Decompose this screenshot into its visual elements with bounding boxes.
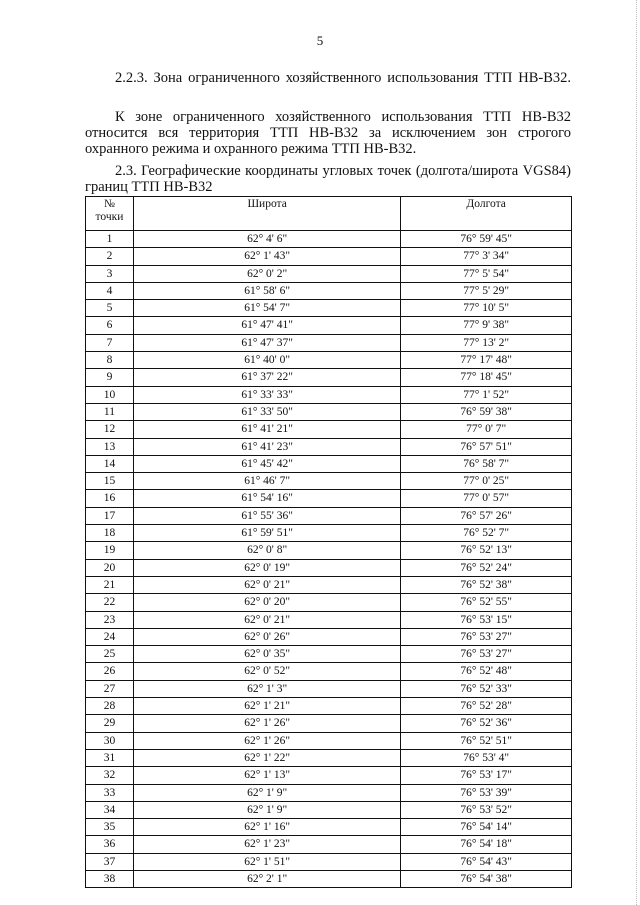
longitude-cell: 76° 53' 27" [401, 646, 572, 663]
latitude-cell: 62° 0' 20" [133, 594, 400, 611]
latitude-cell: 62° 0' 8" [133, 542, 400, 559]
table-row [86, 819, 572, 836]
point-number-cell: 32 [86, 767, 134, 784]
longitude-cell: 77° 0' 25" [401, 473, 572, 490]
longitude-cell: 76° 53' 27" [401, 628, 572, 645]
latitude-cell: 62° 1' 9" [133, 801, 400, 818]
longitude-cell: 77° 3' 34" [401, 248, 572, 265]
longitude-cell: 76° 59' 45" [401, 231, 572, 248]
table-row [86, 403, 572, 420]
point-number-cell: 9 [86, 369, 134, 386]
point-number-cell: 1 [86, 231, 134, 248]
table-row [86, 870, 572, 887]
latitude-cell: 62° 1' 43" [133, 248, 400, 265]
latitude-cell: 61° 54' 7" [133, 300, 400, 317]
longitude-cell: 77° 10' 5" [401, 300, 572, 317]
table-row [86, 386, 572, 403]
table-row [86, 300, 572, 317]
latitude-cell: 62° 1' 16" [133, 819, 400, 836]
page-edge-line [636, 0, 637, 905]
table-row [86, 542, 572, 559]
point-number-cell: 13 [86, 438, 134, 455]
latitude-cell: 62° 1' 23" [133, 836, 400, 853]
latitude-cell: 62° 1' 22" [133, 749, 400, 766]
latitude-cell: 62° 0' 19" [133, 559, 400, 576]
table-row [86, 611, 572, 628]
latitude-cell: 61° 33' 33" [133, 386, 400, 403]
table-row [86, 784, 572, 801]
point-number-cell: 27 [86, 680, 134, 697]
point-number-cell: 18 [86, 525, 134, 542]
header-longitude: Долгота [401, 197, 572, 231]
longitude-cell: 77° 17' 48" [401, 352, 572, 369]
latitude-cell: 62° 0' 21" [133, 576, 400, 593]
longitude-cell: 77° 5' 29" [401, 282, 572, 299]
page-number: 5 [316, 33, 324, 48]
latitude-cell: 61° 40' 0" [133, 352, 400, 369]
point-number-cell: 22 [86, 594, 134, 611]
table-row [86, 663, 572, 680]
latitude-cell: 61° 47' 41" [133, 317, 400, 334]
point-number-cell: 25 [86, 646, 134, 663]
point-number-cell: 30 [86, 732, 134, 749]
header-point-number: № точки [86, 197, 134, 231]
latitude-cell: 62° 1' 26" [133, 732, 400, 749]
point-number-cell: 37 [86, 853, 134, 870]
section-2-2-3-body: К зоне ограниченного хозяйственного использования ТТП НВ-В32 относится вся территория ТТП НВ-В32 за исключением зон строгого охранного режима и охранного режима ТТП НВ-В32. [85, 109, 571, 157]
point-number-cell: 8 [86, 352, 134, 369]
point-number-cell: 38 [86, 870, 134, 887]
longitude-cell: 76° 53' 39" [401, 784, 572, 801]
latitude-cell: 62° 0' 52" [133, 663, 400, 680]
latitude-cell: 61° 41' 21" [133, 421, 400, 438]
table-row [86, 490, 572, 507]
table-row [86, 248, 572, 265]
latitude-cell: 62° 4' 6" [133, 231, 400, 248]
latitude-cell: 61° 33' 50" [133, 403, 400, 420]
latitude-cell: 62° 1' 26" [133, 715, 400, 732]
section-2-2-3-heading: 2.2.3. Зона ограниченного хозяйственного использования ТТП НВ-В32. [115, 70, 571, 86]
latitude-cell: 61° 45' 42" [133, 455, 400, 472]
longitude-cell: 76° 54' 43" [401, 853, 572, 870]
latitude-cell: 62° 1' 3" [133, 680, 400, 697]
longitude-cell: 77° 0' 7" [401, 421, 572, 438]
longitude-cell: 77° 1' 52" [401, 386, 572, 403]
point-number-cell: 11 [86, 403, 134, 420]
latitude-cell: 62° 0' 35" [133, 646, 400, 663]
longitude-cell: 76° 52' 28" [401, 698, 572, 715]
longitude-cell: 76° 53' 15" [401, 611, 572, 628]
table-body [86, 231, 572, 888]
point-number-cell: 5 [86, 300, 134, 317]
longitude-cell: 77° 18' 45" [401, 369, 572, 386]
longitude-cell: 76° 54' 14" [401, 819, 572, 836]
latitude-cell: 62° 0' 21" [133, 611, 400, 628]
point-number-cell: 2 [86, 248, 134, 265]
table-row [86, 369, 572, 386]
longitude-cell: 76° 53' 52" [401, 801, 572, 818]
point-number-cell: 34 [86, 801, 134, 818]
table-row [86, 680, 572, 697]
table-row [86, 231, 572, 248]
longitude-cell: 76° 52' 24" [401, 559, 572, 576]
header-latitude: Широта [133, 197, 400, 231]
table-row [86, 698, 572, 715]
latitude-cell: 61° 59' 51" [133, 525, 400, 542]
table-row [86, 317, 572, 334]
point-number-cell: 24 [86, 628, 134, 645]
latitude-cell: 61° 55' 36" [133, 507, 400, 524]
latitude-cell: 61° 58' 6" [133, 282, 400, 299]
longitude-cell: 76° 52' 55" [401, 594, 572, 611]
table-row [86, 438, 572, 455]
latitude-cell: 62° 1' 21" [133, 698, 400, 715]
table-row [86, 594, 572, 611]
table-row [86, 801, 572, 818]
longitude-cell: 76° 54' 18" [401, 836, 572, 853]
point-number-cell: 26 [86, 663, 134, 680]
table-row [86, 646, 572, 663]
latitude-cell: 62° 2' 1" [133, 870, 400, 887]
point-number-cell: 7 [86, 334, 134, 351]
point-number-cell: 31 [86, 749, 134, 766]
latitude-cell: 61° 41' 23" [133, 438, 400, 455]
latitude-cell: 62° 0' 26" [133, 628, 400, 645]
longitude-cell: 76° 54' 38" [401, 870, 572, 887]
longitude-cell: 76° 53' 17" [401, 767, 572, 784]
table-row [86, 334, 572, 351]
table-row [86, 767, 572, 784]
longitude-cell: 76° 59' 38" [401, 403, 572, 420]
table-row [86, 628, 572, 645]
point-number-cell: 4 [86, 282, 134, 299]
longitude-cell: 76° 52' 36" [401, 715, 572, 732]
table-row [86, 421, 572, 438]
table-row [86, 282, 572, 299]
longitude-cell: 77° 9' 38" [401, 317, 572, 334]
point-number-cell: 33 [86, 784, 134, 801]
table-row [86, 576, 572, 593]
table-row [86, 473, 572, 490]
coordinates-table [85, 196, 572, 888]
point-number-cell: 29 [86, 715, 134, 732]
longitude-cell: 76° 52' 51" [401, 732, 572, 749]
longitude-cell: 76° 57' 26" [401, 507, 572, 524]
longitude-cell: 77° 5' 54" [401, 265, 572, 282]
longitude-cell: 77° 0' 57" [401, 490, 572, 507]
longitude-cell: 76° 52' 38" [401, 576, 572, 593]
table-row [86, 836, 572, 853]
longitude-cell: 76° 53' 4" [401, 749, 572, 766]
table-row [86, 559, 572, 576]
longitude-cell: 76° 52' 33" [401, 680, 572, 697]
point-number-cell: 16 [86, 490, 134, 507]
point-number-cell: 21 [86, 576, 134, 593]
point-number-cell: 20 [86, 559, 134, 576]
latitude-cell: 62° 1' 13" [133, 767, 400, 784]
point-number-cell: 28 [86, 698, 134, 715]
latitude-cell: 62° 1' 9" [133, 784, 400, 801]
point-number-cell: 6 [86, 317, 134, 334]
point-number-cell: 3 [86, 265, 134, 282]
point-number-cell: 36 [86, 836, 134, 853]
point-number-cell: 14 [86, 455, 134, 472]
point-number-cell: 17 [86, 507, 134, 524]
table-row [86, 715, 572, 732]
section-2-3-heading: 2.3. Географические координаты угловых точек (долгота/широта VGS84) границ ТТП НВ-В32 [85, 163, 571, 195]
latitude-cell: 61° 46' 7" [133, 473, 400, 490]
longitude-cell: 76° 52' 7" [401, 525, 572, 542]
table-row [86, 265, 572, 282]
longitude-cell: 76° 52' 13" [401, 542, 572, 559]
point-number-cell: 10 [86, 386, 134, 403]
point-number-cell: 23 [86, 611, 134, 628]
latitude-cell: 62° 0' 2" [133, 265, 400, 282]
point-number-cell: 35 [86, 819, 134, 836]
table-row [86, 352, 572, 369]
latitude-cell: 61° 47' 37" [133, 334, 400, 351]
longitude-cell: 76° 57' 51" [401, 438, 572, 455]
point-number-cell: 19 [86, 542, 134, 559]
longitude-cell: 76° 52' 48" [401, 663, 572, 680]
latitude-cell: 62° 1' 51" [133, 853, 400, 870]
table-row [86, 853, 572, 870]
point-number-cell: 15 [86, 473, 134, 490]
table-header-row [86, 197, 572, 231]
table-row [86, 732, 572, 749]
table-row [86, 507, 572, 524]
latitude-cell: 61° 54' 16" [133, 490, 400, 507]
latitude-cell: 61° 37' 22" [133, 369, 400, 386]
longitude-cell: 77° 13' 2" [401, 334, 572, 351]
table-row [86, 525, 572, 542]
table-row [86, 749, 572, 766]
longitude-cell: 76° 58' 7" [401, 455, 572, 472]
table-row [86, 455, 572, 472]
point-number-cell: 12 [86, 421, 134, 438]
